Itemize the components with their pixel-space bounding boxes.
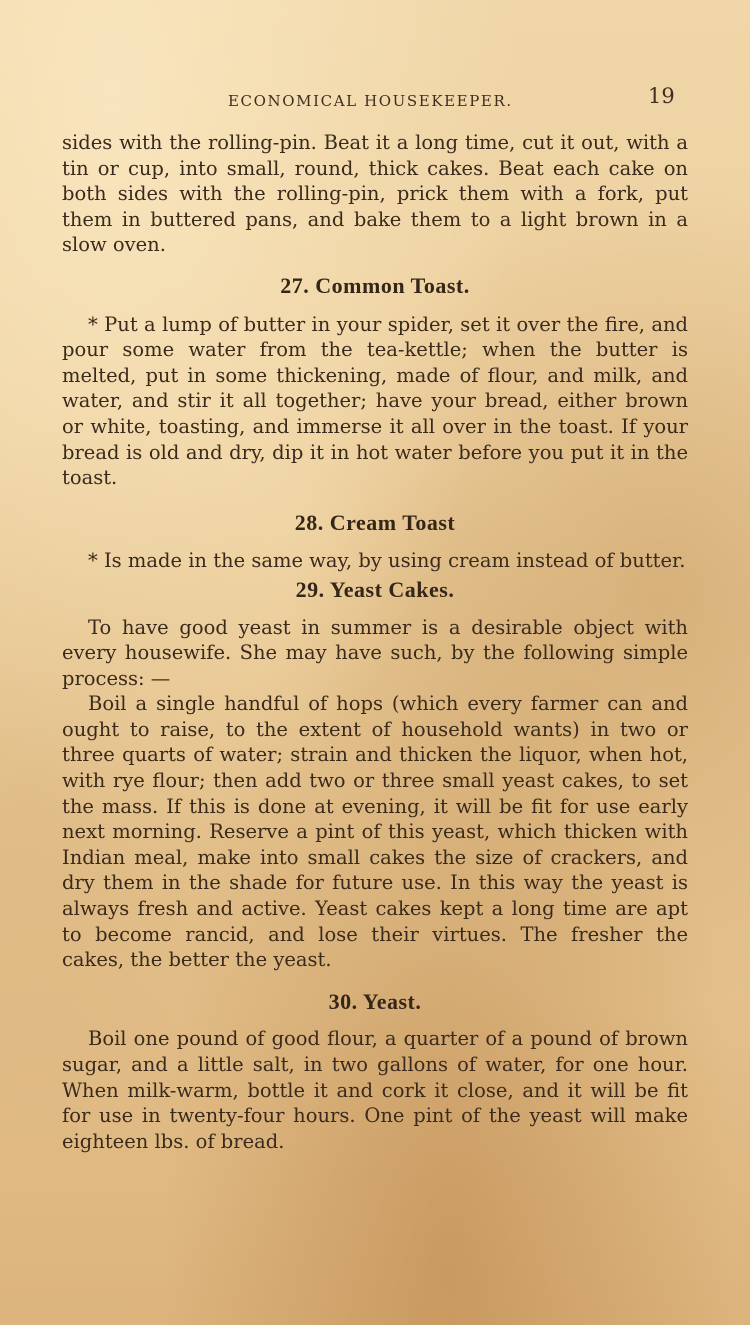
recipe-heading: 30. Yeast. xyxy=(328,988,422,1014)
recipe-paragraph: To have good yeast in summer is a desirable object with every housewife. She may have such, by the following simple process: — xyxy=(62,615,688,690)
page-number: 19 xyxy=(648,84,675,108)
page-body xyxy=(62,130,688,1154)
recipe-heading: 28. Cream Toast xyxy=(294,509,456,535)
continuation-paragraph: sides with the rolling-pin. Beat it a long time, cut it out, with a tin or cup, into small, round, thick cakes. Beat each cake on both sides with the rolling-pin, prick them with a fork, put them in buttered pans, and bake them to a light brown in a slow oven. xyxy=(62,131,688,257)
recipe-paragraph: * Is made in the same way, by using cream instead of butter. xyxy=(88,549,686,573)
recipe-paragraph: Boil one pound of good flour, a quarter of a pound of brown sugar, and a little salt, in two gallons of water, for one hour. When milk-warm, bottle it and cork it close, and it will be fit for use in twenty-four hours. One pint of the yeast will make eighteen lbs. of bread. xyxy=(62,1027,688,1153)
recipe-paragraph: * Put a lump of butter in your spider, set it over the fire, and pour some water from the tea-kettle; when the butter is melted, put in some thickening, made of flour, and milk, and water, and stir it all together; have your bread, either brown or white, toasting, and immerse it all over in the toast. If your bread is old and dry, dip it in hot water before you put it in the toast. xyxy=(62,312,688,490)
recipe-heading: 29. Yeast Cakes. xyxy=(295,576,455,602)
page-header xyxy=(0,84,750,114)
recipe-heading: 27. Common Toast. xyxy=(280,272,470,298)
running-head: ECONOMICAL HOUSEKEEPER. xyxy=(228,92,513,110)
recipe-paragraph: Boil a single handful of hops (which every farmer can and ought to raise, to the extent of household wants) in two or three quarts of water; strain and thicken the liquor, when hot, with rye flour; then add two or three small yeast cakes, to set the mass. If this is done at evening, it will be fit for use early next morning. Reserve a pint of this yeast, which thicken with Indian meal, make into small cakes the size of crackers, and dry them in the shade for future use. In this way the yeast is always fresh and active. Yeast cakes kept a long time are apt to become rancid, and lose their virtues. The fresher the cakes, the better the yeast. xyxy=(62,692,688,972)
